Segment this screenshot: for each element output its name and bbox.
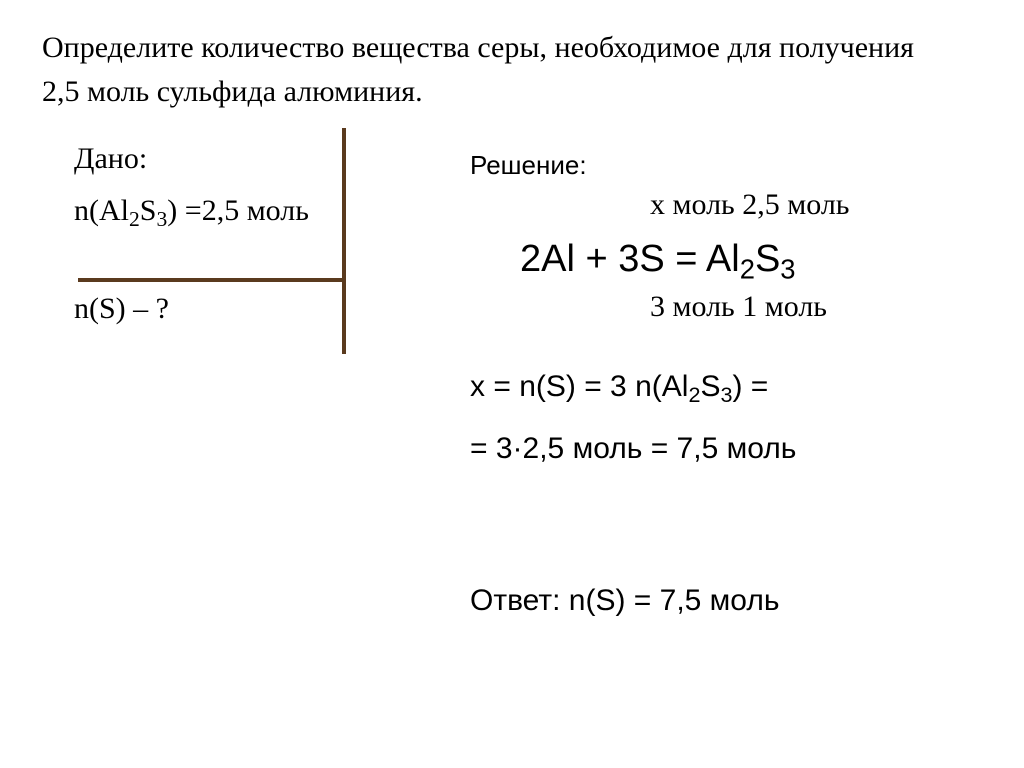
reaction-equation: $2Al + 3S = Al_2S_3$ — [520, 238, 796, 285]
given-vertical-separator — [342, 128, 346, 354]
problem-statement: Определите количество вещества серы, необходимое для получения 2,5 моль сульфида алюминия. — [42, 31, 914, 108]
given-heading: Дано: — [74, 142, 148, 175]
answer-line: Ответ: n(S) = 7,5 моль — [470, 584, 780, 617]
given-amount: $n(Al_2S_3) =2,5$ моль — [74, 194, 309, 232]
calculation-line-1: x = n(S) = 3 $n(Al_2S_3)$ = — [470, 370, 769, 408]
solution-heading: Решение: — [470, 150, 587, 180]
equation-top-amounts: x моль 2,5 моль — [650, 188, 850, 221]
find-quantity: n(S) – ? — [74, 292, 169, 325]
given-horizontal-separator — [78, 278, 344, 282]
calculation-line-2: = 3·2,5 моль = 7,5 моль — [470, 432, 797, 465]
equation-bottom-amounts: 3 моль 1 моль — [650, 290, 827, 323]
